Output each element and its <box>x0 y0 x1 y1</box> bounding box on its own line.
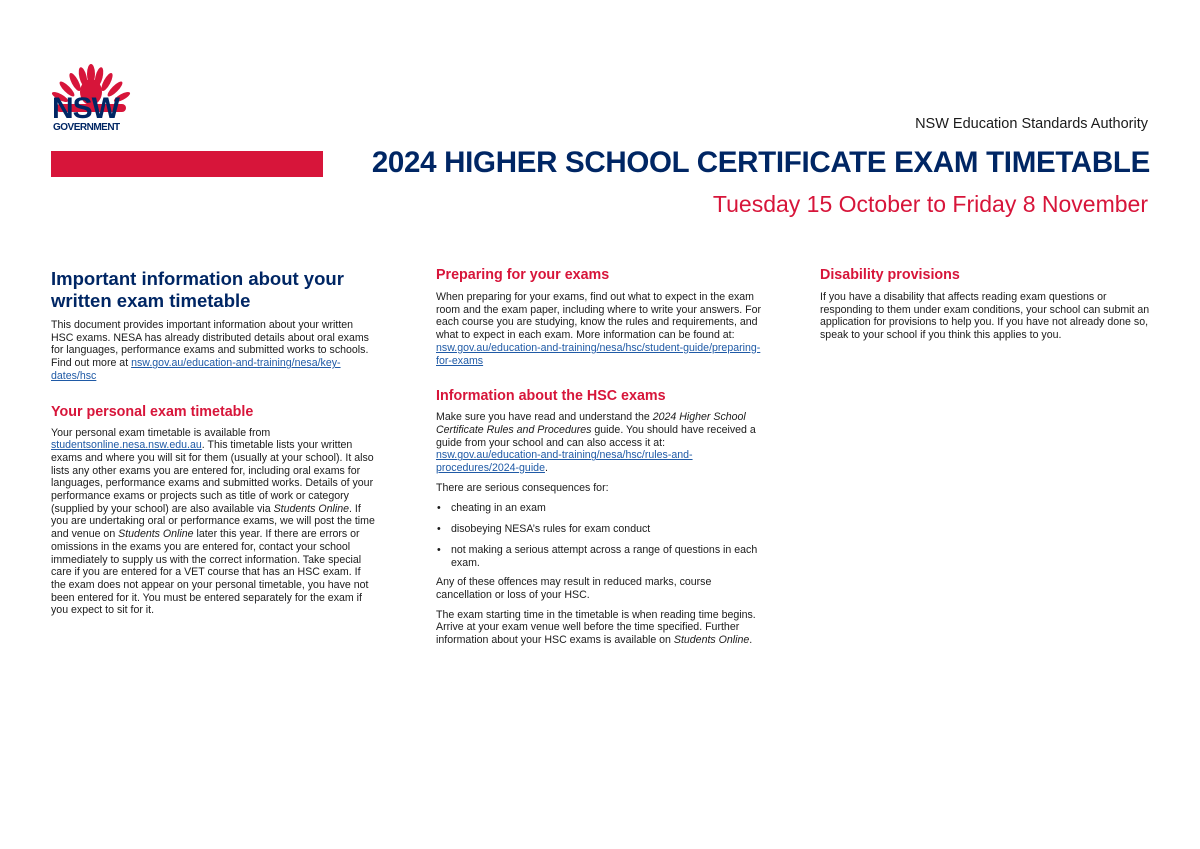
disability-heading: Disability provisions <box>820 267 960 283</box>
important-paragraph: This document provides important information about your written HSC exams. NESA has already distributed details about oral exams for languages, performance exams and submitted works to schools. Find out more at nsw.gov.au/education-and-training/nesa/key-dates/hsc <box>51 319 369 382</box>
column-left <box>51 266 377 617</box>
logo-wordmark: NSW <box>52 92 119 125</box>
list-item: • not making a serious attempt across a range of questions in each exam. <box>436 544 766 569</box>
offences-paragraph: Any of these offences may result in reduced marks, course cancellation or loss of your HSC. <box>436 576 712 601</box>
info-heading: Information about the HSC exams <box>436 388 666 405</box>
disability-paragraph: If you have a disability that affects reading exam questions or responding to them under exam conditions, your school can submit an application for provisions to help you. If you have not already done so, speak to your school if you think this applies to you. <box>820 291 1150 342</box>
rules-guide-link[interactable]: nsw.gov.au/education-and-training/nesa/hsc/rules-and-procedures/2024-guide <box>436 449 693 475</box>
timing-paragraph: The exam starting time in the timetable is when reading time begins. Arrive at your exam venue well before the time specified. Further information about your HSC exams is available on Students Online. <box>436 608 756 647</box>
preparing-paragraph: When preparing for your exams, find out what to expect in the exam room and the exam paper, including where to write your answers. For each course you are studying, know the rules and requirements, and what to expect in each exam. More information can be found at: nsw.gov.au/education-and-training/nesa/hsc/student-guide/preparing-for-exams <box>436 291 762 367</box>
authority-name: NSW Education Standards Authority <box>915 116 1148 132</box>
preparing-exams-link[interactable]: nsw.gov.au/education-and-training/nesa/hsc/student-guide/preparing-for-exams <box>436 341 761 367</box>
consequences-intro: There are serious consequences for: <box>436 481 609 494</box>
red-accent-bar <box>51 151 323 177</box>
column-middle <box>436 266 766 647</box>
personal-heading: Your personal exam timetable <box>51 403 254 420</box>
list-item: • disobeying NESA’s rules for exam conduct <box>436 523 766 536</box>
logo-government: GOVERNMENT <box>53 122 120 133</box>
students-online-link[interactable]: studentsonline.nesa.nsw.edu.au <box>51 439 202 452</box>
consequences-list <box>436 502 766 569</box>
page-title: 2024 HIGHER SCHOOL CERTIFICATE EXAM TIMETABLE <box>371 146 1150 179</box>
list-item: • cheating in an exam <box>436 502 766 515</box>
preparing-heading: Preparing for your exams <box>436 267 610 283</box>
column-right <box>820 266 1150 342</box>
key-dates-link[interactable]: nsw.gov.au/education-and-training/nesa/key-dates/hsc <box>51 357 341 382</box>
important-heading: Important information about your written exam timetable <box>51 268 344 311</box>
date-range-subtitle: Tuesday 15 October to Friday 8 November <box>712 191 1148 217</box>
info-paragraph: Make sure you have read and understand the 2024 Higher School Certificate Rules and Procedures guide. You should have received a guide from your school and can also access it at: nsw.gov.au/education-and-training/nesa/hsc/rules-and-procedures/2024-guide. <box>436 411 756 475</box>
personal-paragraph: Your personal exam timetable is available from studentsonline.nesa.nsw.edu.au. This timetable lists your written exams and where you will sit for them (usually at your school). It also lists any other exams you are entered for, including oral exams for languages, performance exams and submitted works. Details of your performance exams or projects such as title of work or category (supplied by your school) are also available via Students Online. If you are undertaking oral or performance exams, we will post the time and venue on Students Online later this year. If there are errors or omissions in the exams you are entered for, contact your school immediately to supply us with the correct information. Take special care if you are entered for a VET course that has an HSC exam. If the exam does not appear on your personal timetable, you have not been entered for it. You must be entered separately for the exam if you expect to sit for it. <box>51 426 375 617</box>
